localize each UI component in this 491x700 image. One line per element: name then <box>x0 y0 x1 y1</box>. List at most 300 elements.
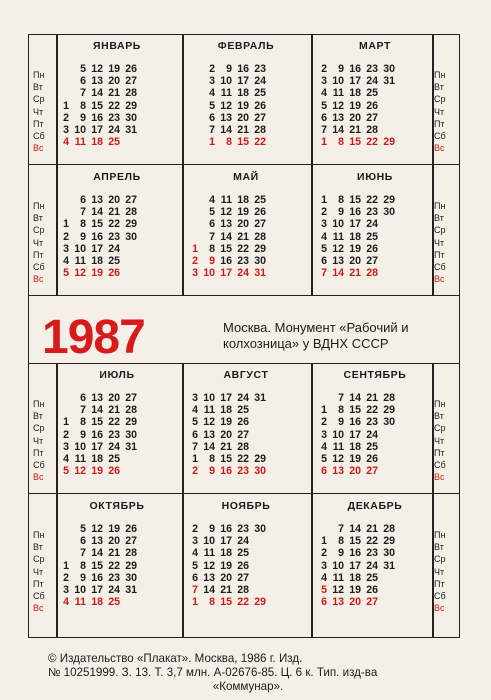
calendar-day <box>395 124 412 136</box>
weekday-label: Вт <box>33 82 43 93</box>
calendar-day: 21 <box>237 230 249 243</box>
calendar-day: 20 <box>349 465 361 478</box>
calendar-day: 23 <box>108 230 120 243</box>
calendar-day <box>378 441 395 453</box>
calendar-day: 23 <box>237 254 249 267</box>
calendar-day <box>266 231 283 243</box>
calendar-day: 14 <box>91 206 103 219</box>
calendar-day: 13 <box>91 194 103 206</box>
calendar-day: 4 <box>63 254 69 267</box>
calendar-day <box>137 218 154 230</box>
calendar-day <box>266 243 283 255</box>
calendar-day <box>137 523 154 535</box>
calendar-day: 31 <box>254 392 266 404</box>
calendar-day: 14 <box>349 392 361 404</box>
calendar-day: 3 <box>321 218 327 231</box>
calendar-day: 24 <box>254 75 266 88</box>
calendar-day: 21 <box>220 440 232 453</box>
calendar-day: 11 <box>74 452 86 465</box>
calendar-day: 29 <box>254 596 266 609</box>
weekday-label: Чт <box>434 566 445 577</box>
calendar-day: 15 <box>220 242 232 255</box>
calendar-day: 3 <box>63 440 69 453</box>
calendar-day <box>395 63 412 75</box>
calendar-day: 27 <box>125 194 137 206</box>
calendar-day: 24 <box>108 440 120 453</box>
calendar-day: 5 <box>321 583 327 596</box>
calendar-day <box>249 416 266 428</box>
calendar-day: 25 <box>237 404 249 417</box>
calendar-day: 15 <box>220 596 232 609</box>
calendar-day: 29 <box>383 194 395 206</box>
calendar-day: 23 <box>366 206 378 219</box>
calendar-day <box>395 429 412 441</box>
month-block <box>184 368 308 477</box>
calendar-day <box>266 547 283 559</box>
weekday-label: Ср <box>434 554 446 565</box>
calendar-day: 17 <box>349 428 361 441</box>
calendar-day: 22 <box>237 452 249 465</box>
weekday-label: Чт <box>434 106 445 117</box>
calendar-day: 7 <box>80 404 86 417</box>
calendar-day: 20 <box>237 111 249 124</box>
calendar-day: 5 <box>321 242 327 255</box>
calendar-day <box>266 560 283 572</box>
weekday-label: Вс <box>434 472 445 483</box>
calendar-day: 26 <box>125 63 137 75</box>
calendar-day: 29 <box>383 404 395 417</box>
month-name: ДЕКАБРЬ <box>347 500 403 512</box>
month-name: ИЮЛЬ <box>99 369 135 381</box>
calendar-day <box>266 218 283 230</box>
calendar-day: 13 <box>220 111 232 124</box>
calendar-day: 7 <box>321 267 327 280</box>
calendar-day: 16 <box>349 206 361 219</box>
calendar-day: 19 <box>91 267 103 280</box>
calendar-day: 8 <box>80 99 86 112</box>
weekday-label: Вс <box>33 472 44 483</box>
calendar-day: 28 <box>125 404 137 417</box>
calendar-day: 30 <box>383 416 395 429</box>
calendar-day <box>137 112 154 124</box>
calendar-day <box>59 206 69 218</box>
calendar-day <box>137 267 154 279</box>
calendar-day: 9 <box>338 206 344 219</box>
calendar-day: 4 <box>63 596 69 609</box>
weekday-label: Ср <box>33 554 45 565</box>
weekday-label: Ср <box>33 225 45 236</box>
calendar-day <box>395 392 412 404</box>
calendar-day: 8 <box>209 596 215 609</box>
calendar-day: 22 <box>366 404 378 417</box>
calendar-day: 20 <box>220 571 232 584</box>
calendar-day: 26 <box>366 583 378 596</box>
calendar-day: 2 <box>209 63 215 75</box>
weekday-column-right <box>434 200 458 285</box>
calendar-day: 3 <box>209 75 215 88</box>
calendar-day: 24 <box>366 428 378 441</box>
calendar-day: 16 <box>91 230 103 243</box>
calendar-day <box>395 572 412 584</box>
calendar-day: 20 <box>349 111 361 124</box>
weekday-label: Пн <box>434 530 446 540</box>
calendar-day: 13 <box>203 571 215 584</box>
calendar-day: 15 <box>349 194 361 206</box>
calendar-day: 17 <box>91 123 103 136</box>
calendar-day: 30 <box>254 523 266 535</box>
calendar-day: 20 <box>349 254 361 267</box>
calendar-day: 19 <box>91 465 103 478</box>
calendar-day: 22 <box>108 99 120 112</box>
publisher-imprint <box>48 652 448 694</box>
calendar-day: 17 <box>91 242 103 255</box>
calendar-day <box>395 441 412 453</box>
calendar-day: 3 <box>63 123 69 136</box>
calendar-day: 17 <box>220 267 232 280</box>
calendar-day: 16 <box>349 547 361 560</box>
calendar-day: 28 <box>237 440 249 453</box>
calendar-day: 26 <box>237 559 249 572</box>
weekday-column-left <box>33 69 57 154</box>
calendar-day: 5 <box>192 416 198 429</box>
calendar-day: 10 <box>203 535 215 548</box>
calendar-day: 24 <box>366 75 378 88</box>
calendar-day: 9 <box>209 523 215 535</box>
calendar-day: 7 <box>80 206 86 219</box>
imprint-line-1: © Издательство «Плакат». Москва, 1986 г. Изд. <box>48 652 303 665</box>
calendar-day: 18 <box>91 136 103 149</box>
calendar-day: 28 <box>254 123 266 136</box>
calendar-day: 11 <box>203 547 215 560</box>
calendar-day: 5 <box>80 523 86 535</box>
calendar-day: 6 <box>192 571 198 584</box>
calendar-day <box>137 63 154 75</box>
calendar-day <box>188 112 198 124</box>
calendar-day: 25 <box>108 136 120 149</box>
calendar-day: 15 <box>220 452 232 465</box>
calendar-day <box>249 404 266 416</box>
weekday-label: Ср <box>434 423 446 434</box>
calendar-day: 11 <box>74 596 86 609</box>
weekday-label: Сб <box>33 261 45 272</box>
calendar-day: 10 <box>332 428 344 441</box>
calendar-day <box>137 75 154 87</box>
weekday-label: Ср <box>33 94 45 105</box>
calendar-day <box>120 453 137 465</box>
calendar-day: 7 <box>338 392 344 404</box>
calendar-day <box>120 596 137 608</box>
calendar-day: 5 <box>321 99 327 112</box>
calendar-day: 13 <box>332 596 344 609</box>
calendar-day: 17 <box>349 75 361 88</box>
calendar-day <box>188 87 198 99</box>
calendar-day: 22 <box>366 535 378 548</box>
month-name: ЯНВАРЬ <box>93 40 141 52</box>
calendar-day: 4 <box>321 440 327 453</box>
calendar-day <box>395 416 412 428</box>
calendar-day: 17 <box>349 218 361 231</box>
weekday-column-left <box>33 529 57 614</box>
calendar-day: 19 <box>237 206 249 219</box>
calendar-day: 9 <box>80 571 86 584</box>
calendar-day <box>395 453 412 465</box>
calendar-day: 18 <box>349 571 361 584</box>
weekday-label: Чт <box>434 237 445 248</box>
calendar-day: 8 <box>338 404 344 417</box>
weekday-column-right <box>434 69 458 154</box>
calendar-day <box>137 596 154 608</box>
calendar-day: 19 <box>349 242 361 255</box>
calendar-day <box>378 465 395 477</box>
calendar-day: 24 <box>366 559 378 572</box>
month-day-grid <box>313 523 437 608</box>
calendar-day: 22 <box>108 218 120 231</box>
calendar-day <box>249 584 266 596</box>
month-name: ФЕВРАЛЬ <box>217 40 275 52</box>
calendar-day: 17 <box>237 75 249 88</box>
calendar-day <box>59 392 69 404</box>
calendar-day: 2 <box>192 523 198 535</box>
calendar-day: 6 <box>209 218 215 231</box>
calendar-day <box>378 596 395 608</box>
calendar-day: 14 <box>332 123 344 136</box>
calendar-day: 22 <box>254 136 266 149</box>
calendar-day: 31 <box>125 583 137 596</box>
month-block <box>55 368 179 477</box>
month-block <box>184 39 308 148</box>
calendar-day <box>378 124 395 136</box>
calendar-day <box>395 231 412 243</box>
calendar-day <box>137 465 154 477</box>
calendar-day: 27 <box>366 465 378 478</box>
calendar-day: 14 <box>91 87 103 100</box>
weekday-label: Сб <box>434 459 446 470</box>
calendar-day: 28 <box>125 87 137 100</box>
calendar-day: 26 <box>366 452 378 465</box>
imprint-line-2: № 10251999. З. 13. Т. 3,7 млн. А-02676-85. Ц. 6 к. Тип. изд-ва <box>48 666 378 679</box>
calendar-day: 26 <box>366 99 378 112</box>
calendar-day <box>378 584 395 596</box>
calendar-day <box>266 535 283 547</box>
calendar-day: 27 <box>125 75 137 88</box>
calendar-day: 13 <box>332 111 344 124</box>
calendar-day: 25 <box>366 571 378 584</box>
calendar-day: 13 <box>203 428 215 441</box>
calendar-day <box>266 112 283 124</box>
calendar-day: 26 <box>366 242 378 255</box>
calendar-day: 21 <box>349 123 361 136</box>
calendar-day: 20 <box>220 428 232 441</box>
calendar-day: 16 <box>349 63 361 75</box>
calendar-day: 12 <box>91 63 103 75</box>
calendar-day: 17 <box>220 392 232 404</box>
calendar-day: 20 <box>108 75 120 88</box>
weekday-label: Пн <box>33 70 45 80</box>
calendar-day: 5 <box>63 465 69 478</box>
calendar-day: 9 <box>80 230 86 243</box>
calendar-day <box>137 441 154 453</box>
calendar-day <box>395 136 412 148</box>
weekday-column-right <box>434 529 458 614</box>
calendar-day <box>266 136 283 148</box>
calendar-day: 15 <box>91 99 103 112</box>
calendar-day <box>188 231 198 243</box>
calendar-day: 24 <box>237 535 249 548</box>
month-name: ИЮНЬ <box>357 171 393 183</box>
calendar-day: 16 <box>220 465 232 478</box>
calendar-day: 17 <box>349 559 361 572</box>
calendar-day <box>266 255 283 267</box>
weekday-label: Вс <box>434 143 445 154</box>
calendar-day <box>266 100 283 112</box>
calendar-day <box>120 465 137 477</box>
calendar-day: 12 <box>220 206 232 219</box>
weekday-label: Вс <box>33 274 44 285</box>
calendar-day: 11 <box>332 87 344 100</box>
calendar-day: 31 <box>125 123 137 136</box>
month-name: АВГУСТ <box>223 369 269 381</box>
calendar-day: 18 <box>91 452 103 465</box>
month-name: НОЯБРЬ <box>221 500 271 512</box>
calendar-day: 8 <box>209 452 215 465</box>
calendar-day: 5 <box>63 267 69 280</box>
calendar-day: 11 <box>220 194 232 206</box>
calendar-day: 4 <box>192 547 198 560</box>
calendar-day <box>188 124 198 136</box>
calendar-day <box>395 218 412 230</box>
calendar-day <box>266 465 283 477</box>
weekday-label: Сб <box>33 590 45 601</box>
calendar-day <box>137 231 154 243</box>
calendar-day <box>266 453 283 465</box>
calendar-day <box>188 194 198 206</box>
calendar-day: 1 <box>63 218 69 231</box>
month-day-grid <box>55 63 179 148</box>
weekday-label: Ср <box>434 225 446 236</box>
calendar-day: 21 <box>220 583 232 596</box>
calendar-day: 11 <box>203 404 215 417</box>
weekday-label: Пн <box>434 201 446 211</box>
calendar-day: 27 <box>125 392 137 404</box>
calendar-day <box>266 194 283 206</box>
calendar-day: 3 <box>321 428 327 441</box>
calendar-day: 5 <box>192 559 198 572</box>
calendar-day: 28 <box>383 392 395 404</box>
calendar-day <box>120 136 137 148</box>
calendar-day <box>137 416 154 428</box>
calendar-day <box>266 392 283 404</box>
calendar-day: 21 <box>366 523 378 535</box>
month-day-grid <box>184 523 308 608</box>
weekday-label: Пт <box>33 447 44 458</box>
calendar-day: 9 <box>209 254 215 267</box>
calendar-day: 2 <box>63 428 69 441</box>
calendar-day: 1 <box>63 416 69 429</box>
month-name: ОКТЯБРЬ <box>89 500 145 512</box>
calendar-day: 21 <box>349 267 361 280</box>
calendar-day: 30 <box>254 254 266 267</box>
calendar-day: 25 <box>366 440 378 453</box>
calendar-day: 25 <box>108 254 120 267</box>
calendar-day: 12 <box>332 242 344 255</box>
calendar-day: 4 <box>63 136 69 149</box>
calendar-day: 26 <box>108 465 120 478</box>
calendar-day <box>249 429 266 441</box>
calendar-day: 8 <box>80 559 86 572</box>
weekday-label: Вт <box>33 542 43 553</box>
calendar-day: 5 <box>80 63 86 75</box>
weekday-label: Вт <box>434 542 444 553</box>
calendar-day <box>266 267 283 279</box>
calendar-day: 25 <box>108 452 120 465</box>
calendar-day: 15 <box>349 136 361 149</box>
weekday-label: Вс <box>33 603 44 614</box>
calendar-day: 24 <box>108 242 120 255</box>
weekday-label: Ср <box>33 423 45 434</box>
weekday-label: Ср <box>434 94 446 105</box>
calendar-day: 14 <box>220 123 232 136</box>
calendar-day: 14 <box>332 267 344 280</box>
calendar-day <box>249 572 266 584</box>
calendar-day <box>395 243 412 255</box>
calendar-day: 27 <box>237 571 249 584</box>
month-day-grid <box>55 523 179 608</box>
year-title: 1987 <box>42 311 145 364</box>
calendar-day: 12 <box>220 99 232 112</box>
month-block <box>184 499 308 608</box>
calendar-day: 17 <box>91 440 103 453</box>
calendar-day: 19 <box>237 99 249 112</box>
calendar-day <box>137 404 154 416</box>
weekday-label: Вт <box>434 82 444 93</box>
month-day-grid <box>313 392 437 477</box>
weekday-label: Сб <box>434 261 446 272</box>
calendar-day: 8 <box>80 416 86 429</box>
calendar-day: 10 <box>74 440 86 453</box>
calendar-day <box>120 255 137 267</box>
calendar-day <box>378 112 395 124</box>
weekday-label: Сб <box>33 130 45 141</box>
calendar-day <box>59 523 69 535</box>
weekday-label: Пт <box>33 578 44 589</box>
calendar-day: 13 <box>220 218 232 231</box>
calendar-day: 6 <box>80 194 86 206</box>
calendar-day: 10 <box>332 218 344 231</box>
calendar-day: 15 <box>349 404 361 417</box>
weekday-label: Чт <box>33 435 44 446</box>
calendar-day: 23 <box>254 63 266 75</box>
weekday-label: Пт <box>434 447 445 458</box>
calendar-day <box>137 392 154 404</box>
calendar-day <box>249 441 266 453</box>
month-block <box>313 170 437 279</box>
calendar-day: 20 <box>108 392 120 404</box>
calendar-day: 5 <box>209 206 215 219</box>
calendar-day: 22 <box>108 559 120 572</box>
month-block <box>55 499 179 608</box>
calendar-day: 6 <box>209 111 215 124</box>
calendar-day <box>378 453 395 465</box>
calendar-day: 8 <box>338 194 344 206</box>
calendar-day: 22 <box>237 596 249 609</box>
calendar-day: 7 <box>338 523 344 535</box>
calendar-day: 11 <box>74 136 86 149</box>
weekday-label: Пт <box>33 249 44 260</box>
month-block <box>313 499 437 608</box>
calendar-day <box>59 194 69 206</box>
calendar-day: 27 <box>366 111 378 124</box>
calendar-day: 31 <box>383 559 395 572</box>
